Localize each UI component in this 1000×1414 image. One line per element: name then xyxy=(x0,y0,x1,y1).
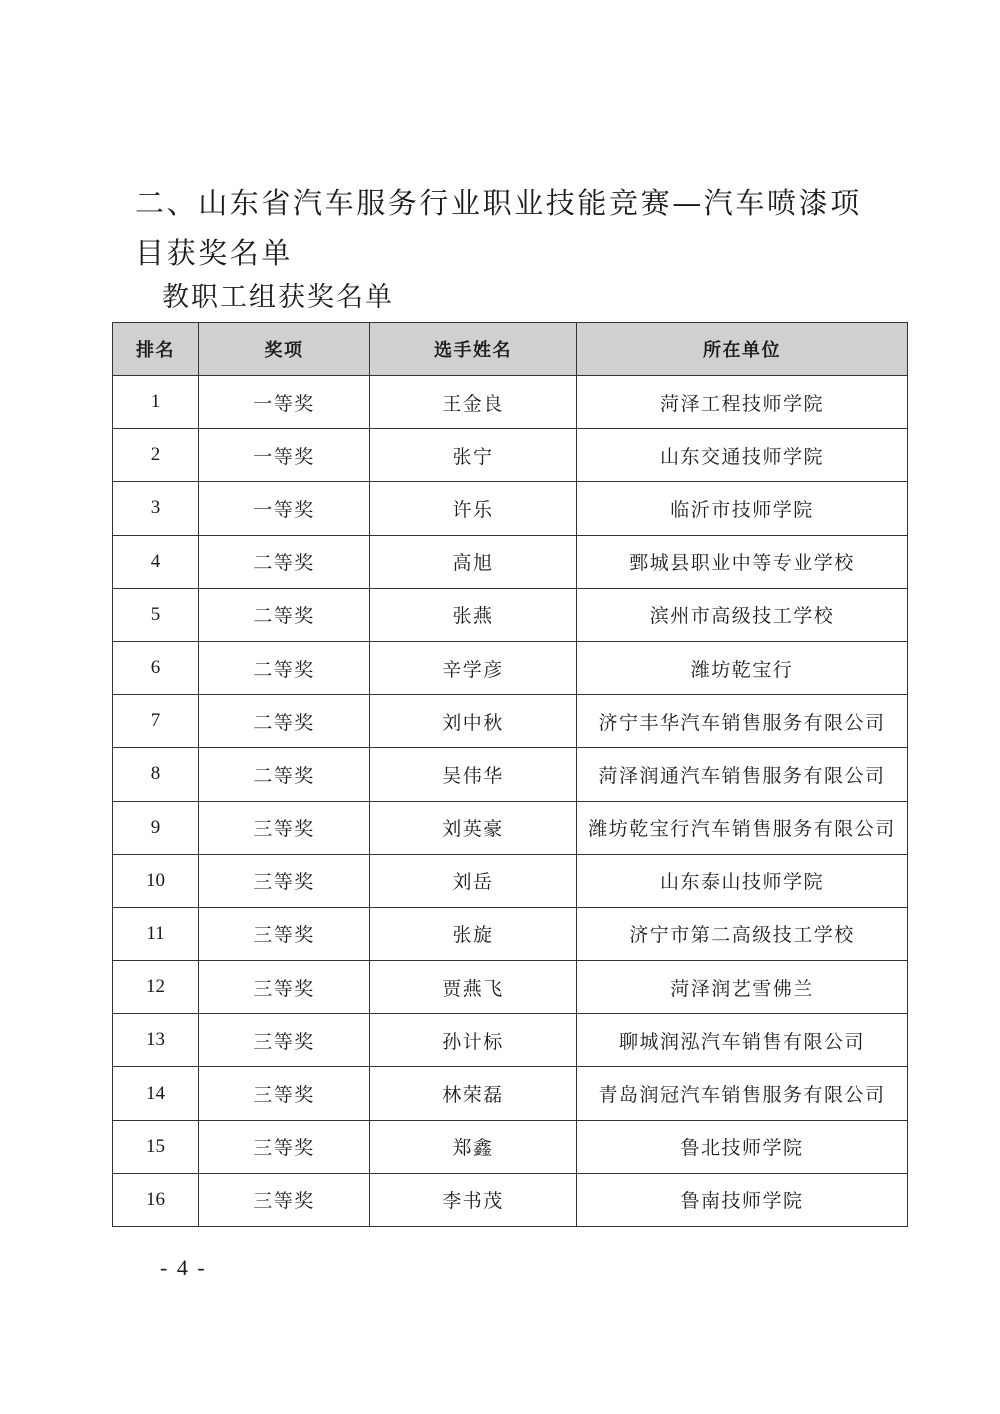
name-cell: 张宁 xyxy=(370,429,577,482)
name-cell: 贾燕飞 xyxy=(370,961,577,1014)
awards-table xyxy=(112,322,908,1227)
name-cell: 林荣磊 xyxy=(370,1067,577,1120)
unit-cell: 山东交通技师学院 xyxy=(577,429,908,482)
rank-cell: 14 xyxy=(113,1067,199,1120)
award-cell: 一等奖 xyxy=(199,376,370,429)
unit-cell: 滨州市高级技工学校 xyxy=(577,588,908,641)
name-cell: 王金良 xyxy=(370,376,577,429)
award-cell: 三等奖 xyxy=(199,801,370,854)
page-number: - 4 - xyxy=(160,1255,207,1280)
unit-cell: 潍坊乾宝行 xyxy=(577,641,908,694)
table-row xyxy=(113,1014,908,1067)
header-award: 奖项 xyxy=(199,323,370,376)
unit-cell: 菏泽润艺雪佛兰 xyxy=(577,961,908,1014)
unit-cell: 菏泽润通汽车销售服务有限公司 xyxy=(577,748,908,801)
rank-cell: 7 xyxy=(113,695,199,748)
unit-cell: 潍坊乾宝行汽车销售服务有限公司 xyxy=(577,801,908,854)
award-cell: 三等奖 xyxy=(199,854,370,907)
award-cell: 二等奖 xyxy=(199,695,370,748)
unit-cell: 济宁市第二高级技工学校 xyxy=(577,907,908,960)
award-cell: 三等奖 xyxy=(199,1173,370,1226)
name-cell: 高旭 xyxy=(370,535,577,588)
award-cell: 三等奖 xyxy=(199,961,370,1014)
name-cell: 郑鑫 xyxy=(370,1120,577,1173)
table-row xyxy=(113,748,908,801)
table-row xyxy=(113,376,908,429)
rank-cell: 2 xyxy=(113,429,199,482)
award-cell: 一等奖 xyxy=(199,429,370,482)
unit-cell: 鄄城县职业中等专业学校 xyxy=(577,535,908,588)
rank-cell: 8 xyxy=(113,748,199,801)
name-cell: 张旋 xyxy=(370,907,577,960)
name-cell: 辛学彦 xyxy=(370,641,577,694)
rank-cell: 9 xyxy=(113,801,199,854)
table-row xyxy=(113,482,908,535)
table-row xyxy=(113,854,908,907)
name-cell: 刘英豪 xyxy=(370,801,577,854)
rank-cell: 11 xyxy=(113,907,199,960)
table-row xyxy=(113,429,908,482)
rank-cell: 3 xyxy=(113,482,199,535)
table-row xyxy=(113,907,908,960)
award-cell: 三等奖 xyxy=(199,1067,370,1120)
table-row xyxy=(113,641,908,694)
table-header-row xyxy=(113,323,908,376)
table-row xyxy=(113,1067,908,1120)
rank-cell: 13 xyxy=(113,1014,199,1067)
table-row xyxy=(113,535,908,588)
table-row xyxy=(113,588,908,641)
table-body xyxy=(113,376,908,1227)
rank-cell: 16 xyxy=(113,1173,199,1226)
award-cell: 三等奖 xyxy=(199,1120,370,1173)
name-cell: 孙计标 xyxy=(370,1014,577,1067)
table-row xyxy=(113,1173,908,1226)
name-cell: 张燕 xyxy=(370,588,577,641)
award-cell: 二等奖 xyxy=(199,641,370,694)
rank-cell: 6 xyxy=(113,641,199,694)
award-cell: 三等奖 xyxy=(199,1014,370,1067)
rank-cell: 12 xyxy=(113,961,199,1014)
name-cell: 刘岳 xyxy=(370,854,577,907)
name-cell: 许乐 xyxy=(370,482,577,535)
document-heading: 二、山东省汽车服务行业职业技能竞赛—汽车喷漆项目获奖名单 xyxy=(135,186,862,270)
rank-cell: 1 xyxy=(113,376,199,429)
section-subheading: 教职工组获奖名单 xyxy=(162,282,394,313)
unit-cell: 临沂市技师学院 xyxy=(577,482,908,535)
unit-cell: 青岛润冠汽车销售服务有限公司 xyxy=(577,1067,908,1120)
table-row xyxy=(113,961,908,1014)
header-rank: 排名 xyxy=(113,323,199,376)
rank-cell: 10 xyxy=(113,854,199,907)
name-cell: 李书茂 xyxy=(370,1173,577,1226)
award-cell: 二等奖 xyxy=(199,588,370,641)
name-cell: 吴伟华 xyxy=(370,748,577,801)
award-cell: 一等奖 xyxy=(199,482,370,535)
table-row xyxy=(113,801,908,854)
unit-cell: 鲁北技师学院 xyxy=(577,1120,908,1173)
award-cell: 二等奖 xyxy=(199,535,370,588)
name-cell: 刘中秋 xyxy=(370,695,577,748)
table-row xyxy=(113,695,908,748)
rank-cell: 4 xyxy=(113,535,199,588)
header-unit: 所在单位 xyxy=(577,323,908,376)
unit-cell: 山东泰山技师学院 xyxy=(577,854,908,907)
award-cell: 三等奖 xyxy=(199,907,370,960)
unit-cell: 济宁丰华汽车销售服务有限公司 xyxy=(577,695,908,748)
header-name: 选手姓名 xyxy=(370,323,577,376)
unit-cell: 聊城润泓汽车销售有限公司 xyxy=(577,1014,908,1067)
table-header xyxy=(113,323,908,376)
table-row xyxy=(113,1120,908,1173)
rank-cell: 5 xyxy=(113,588,199,641)
award-cell: 二等奖 xyxy=(199,748,370,801)
unit-cell: 菏泽工程技师学院 xyxy=(577,376,908,429)
unit-cell: 鲁南技师学院 xyxy=(577,1173,908,1226)
rank-cell: 15 xyxy=(113,1120,199,1173)
